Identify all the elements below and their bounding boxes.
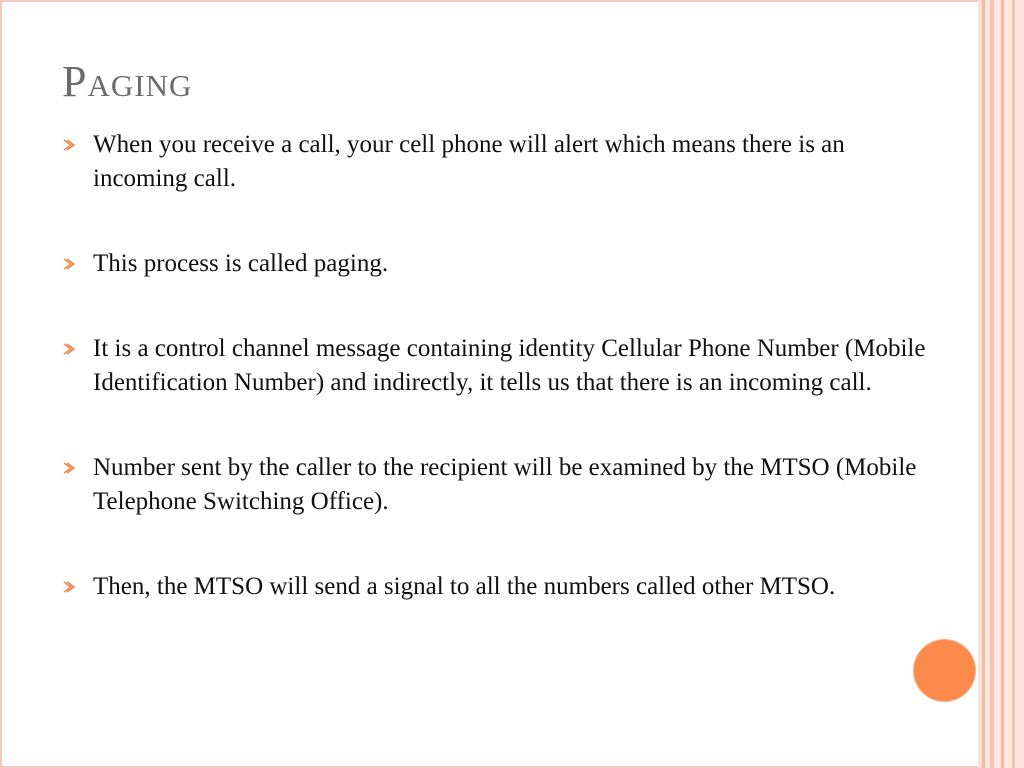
bullet-text: Then, the MTSO will send a signal to all the numbers called other MTSO. bbox=[93, 573, 836, 600]
bullet-text: It is a control channel message containing identity Cellular Phone Number (Mobile Identification Number) and indirectly, it tells us that there is an incoming call. bbox=[93, 335, 926, 396]
bullet-text: This process is called paging. bbox=[93, 250, 389, 277]
bullet-item bbox=[62, 332, 932, 400]
slide-title: Paging bbox=[62, 57, 193, 106]
chevron-right-icon bbox=[62, 341, 76, 357]
decor-stripe bbox=[1015, 0, 1024, 768]
chevron-right-icon bbox=[62, 460, 76, 476]
slide-border-top bbox=[0, 0, 1024, 2]
chevron-right-icon bbox=[62, 256, 76, 272]
bullet-item bbox=[62, 451, 932, 519]
slide-border-left bbox=[0, 0, 2, 768]
bullet-text: Number sent by the caller to the recipient will be examined by the MTSO (Mobile Telephone Switching Office). bbox=[93, 454, 917, 515]
bullet-item bbox=[62, 247, 932, 281]
bullet-item bbox=[62, 570, 932, 604]
decor-stripe bbox=[1004, 0, 1012, 768]
chevron-right-icon bbox=[62, 137, 76, 153]
bullet-list bbox=[62, 128, 932, 655]
chevron-right-icon bbox=[62, 579, 76, 595]
decor-stripe bbox=[994, 0, 1001, 768]
bullet-item bbox=[62, 128, 932, 196]
bullet-text: When you receive a call, your cell phone will alert which means there is an incoming call. bbox=[93, 131, 845, 192]
